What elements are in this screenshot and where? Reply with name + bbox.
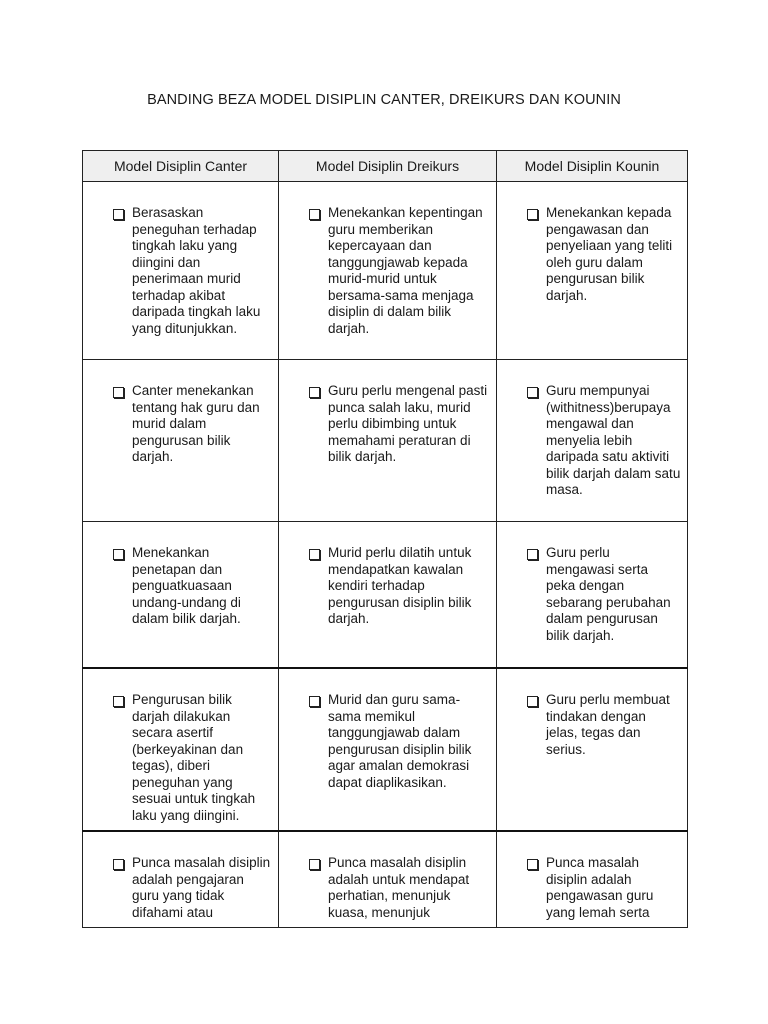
header-row: [83, 151, 688, 182]
checkbox-bullet-icon: [309, 209, 320, 220]
checkbox-bullet-icon: [527, 209, 538, 220]
checkbox-bullet-icon: [527, 696, 538, 707]
table-row: [83, 668, 688, 831]
document-title: BANDING BEZA MODEL DISIPLIN CANTER, DREIKURS DAN KOUNIN: [147, 92, 621, 108]
cell-dreikurs: Menekankan kepentingan guru memberikan kepercayaan dan tanggungjawab kepada murid-murid untuk bersama-sama menjaga disiplin di dalam bilik darjah.: [279, 182, 497, 360]
cell-canter: Canter menekankan tentang hak guru dan murid dalam pengurusan bilik darjah.: [83, 360, 279, 522]
header-canter: Model Disiplin Canter: [83, 151, 279, 182]
cell-dreikurs: Murid dan guru sama-sama memikul tanggungjawab dalam pengurusan disiplin bilik agar amalan demokrasi dapat diaplikasikan.: [279, 668, 497, 831]
table-row: [83, 522, 688, 669]
checkbox-bullet-icon: [113, 859, 124, 870]
checkbox-bullet-icon: [527, 549, 538, 560]
cell-kounin: Punca masalah disiplin adalah pengawasan guru yang lemah serta: [497, 831, 688, 928]
checkbox-bullet-icon: [309, 387, 320, 398]
cell-canter: Punca masalah disiplin adalah pengajaran guru yang tidak difahami atau: [83, 831, 279, 928]
table-row: [83, 182, 688, 360]
cell-dreikurs: Punca masalah disiplin adalah untuk mendapat perhatian, menunjuk kuasa, menunjuk: [279, 831, 497, 928]
checkbox-bullet-icon: [309, 696, 320, 707]
comparison-table: [82, 150, 688, 928]
checkbox-bullet-icon: [113, 387, 124, 398]
checkbox-bullet-icon: [309, 859, 320, 870]
checkbox-bullet-icon: [113, 549, 124, 560]
checkbox-bullet-icon: [527, 859, 538, 870]
header-dreikurs: Model Disiplin Dreikurs: [279, 151, 497, 182]
table-row: [83, 831, 688, 928]
cell-canter: Menekankan penetapan dan penguatkuasaan undang-undang di dalam bilik darjah.: [83, 522, 279, 669]
cell-kounin: Guru perlu mengawasi serta peka dengan sebarang perubahan dalam pengurusan bilik darjah.: [497, 522, 688, 669]
cell-dreikurs: Murid perlu dilatih untuk mendapatkan kawalan kendiri terhadap pengurusan disiplin bilik darjah.: [279, 522, 497, 669]
cell-dreikurs: Guru perlu mengenal pasti punca salah laku, murid perlu dibimbing untuk memahami peraturan di bilik darjah.: [279, 360, 497, 522]
table-row: [83, 360, 688, 522]
checkbox-bullet-icon: [527, 387, 538, 398]
cell-canter: Berasaskan peneguhan terhadap tingkah laku yang diingini dan penerimaan murid terhadap akibat daripada tingkah laku yang ditunjukkan.: [83, 182, 279, 360]
cell-kounin: Menekankan kepada pengawasan dan penyeliaan yang teliti oleh guru dalam pengurusan bilik darjah.: [497, 182, 688, 360]
cell-canter: Pengurusan bilik darjah dilakukan secara asertif (berkeyakinan dan tegas), diberi peneguhan yang sesuai untuk tingkah laku yang diingini.: [83, 668, 279, 831]
checkbox-bullet-icon: [309, 549, 320, 560]
checkbox-bullet-icon: [113, 696, 124, 707]
cell-kounin: Guru perlu membuat tindakan dengan jelas, tegas dan serius.: [497, 668, 688, 831]
cell-kounin: Guru mempunyai (withitness)berupaya mengawal dan menyelia lebih daripada satu aktiviti bilik darjah dalam satu masa.: [497, 360, 688, 522]
header-kounin: Model Disiplin Kounin: [497, 151, 688, 182]
checkbox-bullet-icon: [113, 209, 124, 220]
